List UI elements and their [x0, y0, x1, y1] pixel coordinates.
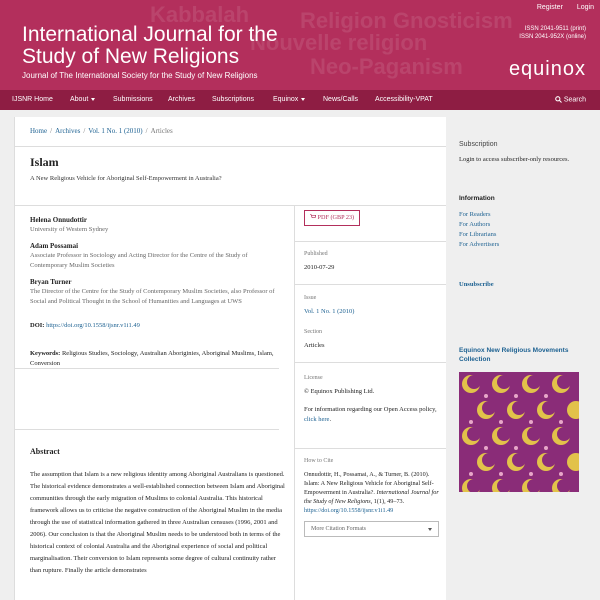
article-panel — [14, 117, 446, 600]
author-name: Helena Onnudottir — [30, 216, 87, 224]
breadcrumb-home[interactable]: Home — [30, 127, 48, 135]
divider — [294, 362, 446, 363]
citation-format-label: More Citation Formats — [311, 526, 366, 532]
keywords-label: Keywords: — [30, 350, 61, 357]
for-authors-link[interactable]: For Authors — [459, 221, 491, 228]
chevron-down-icon — [428, 528, 432, 531]
nav-archives[interactable]: Archives — [168, 96, 195, 103]
section-block — [304, 327, 439, 351]
primary-nav — [0, 90, 600, 110]
header-bg-word: Kabbalah — [150, 2, 250, 27]
doi-line — [30, 321, 285, 331]
published-label: Published — [304, 251, 328, 257]
citation-journal: International Journal for the Study of New Religions — [304, 489, 439, 505]
divider — [294, 284, 446, 285]
license-info-period: . — [329, 416, 332, 423]
divider — [15, 205, 446, 206]
breadcrumb-separator: / — [145, 127, 148, 135]
register-link[interactable]: Register — [536, 4, 563, 11]
article-main-column — [30, 215, 285, 369]
section-label: Section — [304, 329, 322, 335]
cart-icon — [310, 214, 316, 219]
galley-links — [304, 210, 439, 226]
nav-home[interactable]: IJSNR Home — [12, 96, 53, 103]
divider — [294, 448, 446, 449]
sidebar — [459, 117, 593, 492]
issue-label: Issue — [304, 295, 317, 301]
abstract-text: The assumption that Islam is a new religious identity among Aboriginal Australians is questioned. The historical evidence demonstrates a well-established connection between Islam and Aboriginal communities through the early migration of Muslims to colonial Australia. This historical framework allows us to criticise the negative construction of the Aboriginal Muslim in the media through the use of statistical information gathered in three Australian censuses (1996, 2001 and 2006). Our conclusion is that the Aboriginal Muslim needs to be understood both in terms of the historical context of colonial Australia and the Aboriginal experience of social and political marginalisation. Their conversion to Islam represents some degree of cultural continuity rather than rupture. Finally the article demonstrates — [30, 471, 285, 574]
header-bg-word: Neo-Paganism — [310, 54, 463, 79]
citation-format-select[interactable] — [304, 521, 439, 537]
license-info-text: For information regarding our Open Access policy, — [304, 406, 437, 413]
license-block — [304, 373, 439, 425]
issn-online: ISSN 2041-952X (online) — [519, 34, 586, 40]
breadcrumb-archives[interactable]: Archives — [55, 127, 81, 135]
nav-about-label: About — [70, 96, 89, 103]
keywords-value: Religious Studies, Sociology, Australian Aboriginies, Aboriginal Muslims, Islam, Conversion — [30, 350, 274, 367]
for-readers-link[interactable]: For Readers — [459, 211, 491, 218]
issn-block — [519, 25, 586, 41]
unsubscribe-wrap — [459, 280, 593, 290]
citation-block — [304, 457, 439, 537]
citation-authors: Onnudottir, H., Possamai, A., & Turner, B. (2010). Islam: A New Religious Vehicle for Aboriginal Self-Empowerment in Australia?. — [304, 471, 434, 496]
unsubscribe-link[interactable]: Unsubscribe — [459, 281, 494, 288]
nav-equinox[interactable] — [273, 96, 305, 103]
journal-title-line1: International Journal for the — [22, 23, 278, 46]
author-entry — [30, 277, 285, 307]
equinox-logo[interactable]: equinox — [508, 58, 586, 80]
for-advertisers-link[interactable]: For Advertisers — [459, 241, 500, 248]
issue-link[interactable]: Vol. 1 No. 1 (2010) — [304, 308, 355, 315]
divider — [15, 146, 446, 147]
breadcrumb-separator: / — [83, 127, 86, 135]
issn-print: ISSN 2041-9511 (print) — [524, 26, 586, 32]
author-affiliation: Associate Professor in Sociology and Acting Director for the Centre of the Study of Contemporary Muslim Societies — [30, 252, 248, 269]
nav-news[interactable]: News/Calls — [323, 96, 359, 103]
header-bg-word: Nouvelle religion — [250, 30, 428, 55]
header-bg-word: Religion Gnosticism — [300, 8, 513, 33]
chevron-down-icon — [91, 98, 95, 101]
site-header — [0, 0, 600, 90]
search-link[interactable] — [555, 96, 586, 103]
license-label: License — [304, 375, 323, 381]
breadcrumb-current: Articles — [150, 127, 173, 135]
citation-volume: , 1(1), 49–73. — [370, 498, 405, 505]
chevron-down-icon — [301, 98, 305, 101]
open-access-link[interactable]: click here — [304, 416, 330, 423]
collection-heading[interactable]: Equinox New Religious Movements Collection — [459, 347, 569, 363]
published-date: 2010-07-29 — [304, 264, 335, 271]
author-name: Adam Possamai — [30, 242, 79, 250]
author-affiliation: The Director of the Centre for the Study of Contemporary Muslim Societies, also Professor of Social and Political Thought in the School of Humanities and Languages at UWS — [30, 288, 275, 305]
top-links — [525, 4, 594, 11]
crescent-pattern-image — [459, 372, 579, 492]
divider — [15, 429, 279, 430]
abstract-heading: Abstract — [30, 447, 60, 456]
divider — [15, 368, 279, 369]
nav-accessibility[interactable]: Accessibility-VPAT — [375, 96, 433, 103]
search-label: Search — [563, 96, 586, 104]
breadcrumb-separator: / — [50, 127, 53, 135]
journal-title[interactable] — [22, 24, 278, 68]
nav-equinox-label: Equinox — [273, 96, 299, 103]
citation-doi-link[interactable]: https://doi.org/10.1558/ijsnr.v1i1.49 — [304, 507, 394, 514]
keywords-line — [30, 349, 285, 369]
journal-subtitle: Journal of The International Society for the Study of New Religions — [22, 71, 258, 80]
citation-text — [304, 470, 439, 515]
breadcrumb — [30, 127, 173, 135]
information-heading: Information — [459, 195, 495, 202]
information-links — [459, 210, 593, 250]
nav-subscriptions[interactable]: Subscriptions — [212, 96, 255, 103]
license-info — [304, 405, 439, 425]
nav-about[interactable] — [70, 96, 95, 103]
search-icon — [555, 96, 562, 103]
published-block — [304, 249, 439, 273]
column-divider — [294, 205, 295, 600]
author-affiliation: University of Western Sydney — [30, 226, 109, 233]
author-entry — [30, 215, 285, 235]
nav-submissions[interactable]: Submissions — [113, 96, 153, 103]
license-value: © Equinox Publishing Ltd. — [304, 388, 375, 395]
cite-label: How to Cite — [304, 458, 334, 464]
pdf-download-label: PDF (GBP 23) — [317, 214, 355, 221]
doi-label: DOI: — [30, 322, 45, 329]
issue-block — [304, 293, 439, 317]
doi-link[interactable]: https://doi.org/10.1558/ijsnr.v1i1.49 — [46, 322, 140, 329]
collection-cover-image[interactable] — [459, 372, 579, 492]
section-value: Articles — [304, 342, 325, 349]
article-subtitle: A New Religious Vehicle for Aboriginal Self-Empowerment in Australia? — [30, 175, 222, 182]
breadcrumb-issue[interactable]: Vol. 1 No. 1 (2010) — [88, 127, 143, 135]
author-name: Bryan Turner — [30, 278, 72, 286]
page-title: Islam — [30, 155, 59, 169]
divider — [294, 241, 446, 242]
login-link[interactable]: Login — [576, 4, 594, 11]
author-entry — [30, 241, 285, 271]
subscription-text: Login to access subscriber-only resources. — [459, 156, 570, 163]
for-librarians-link[interactable]: For Librarians — [459, 231, 497, 238]
subscription-heading: Subscription — [459, 141, 498, 148]
pdf-download-button[interactable] — [304, 210, 360, 226]
journal-title-line2: Study of New Religions — [22, 45, 240, 68]
